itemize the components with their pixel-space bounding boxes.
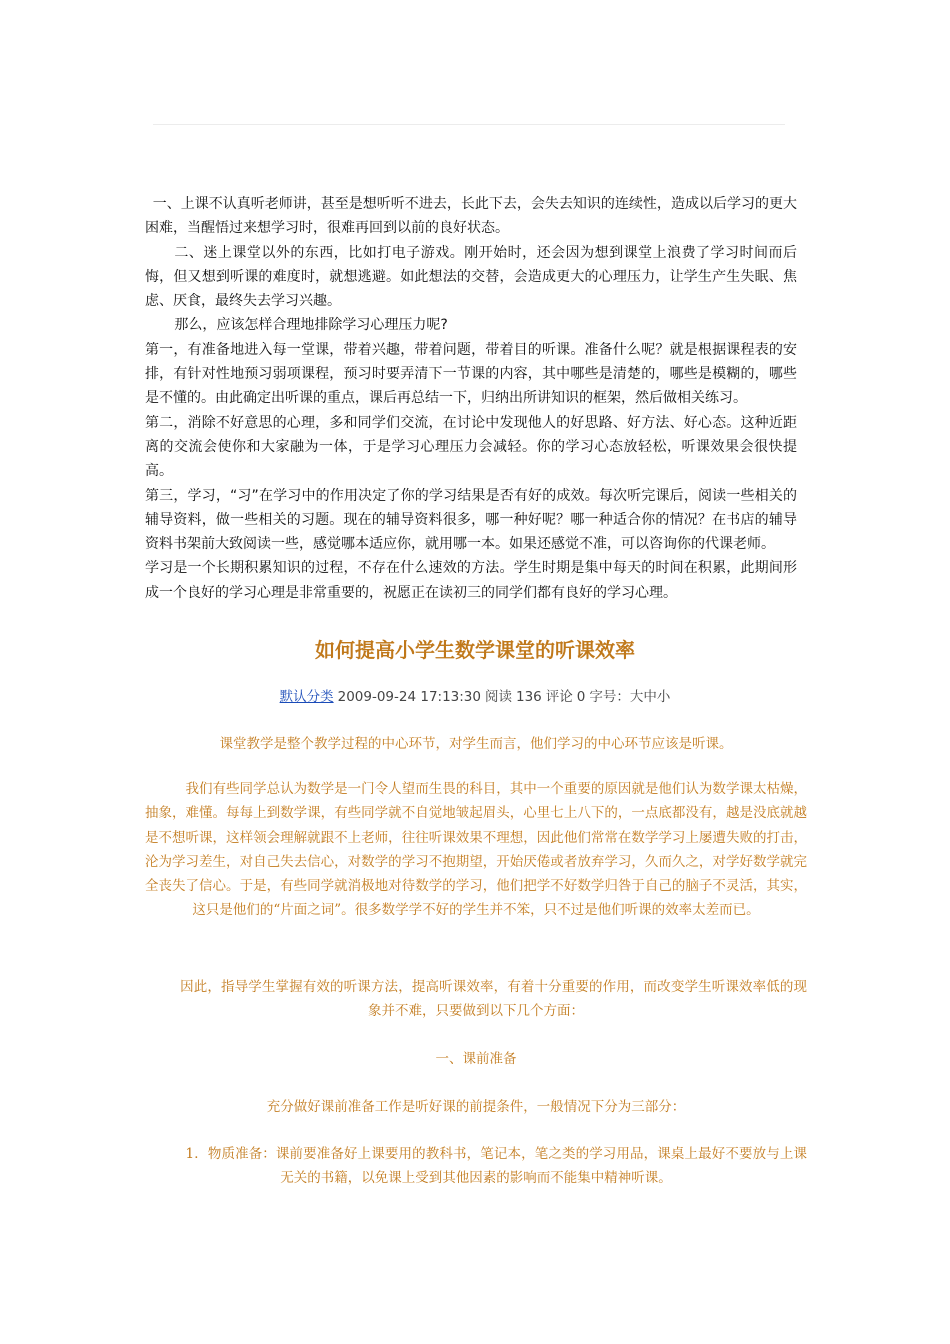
paragraph: 二、迷上课堂以外的东西，比如打电子游戏。刚开始时，还会因为想到课堂上浪费了学习时间而后悔，但又想到听课的难度时，就想逃避。如此想法的交替，会造成更大的心理压力，让学生产生失眠、焦虑、厌食，最终失去学习兴趣。 <box>145 244 797 310</box>
section-heading: 一、课前准备 <box>435 1051 517 1067</box>
font-size-selector[interactable]: 字号：大中小 <box>589 689 671 705</box>
paragraph: 学习是一个长期积累知识的过程，不存在什么速效的方法。学生时期是集中每天的时间在积累，此期间形成一个良好的学习心理是非常重要的，祝愿正在读初三的同学们都有良好的学习心理。 <box>145 560 797 601</box>
article-title: 如何提高小学生数学课堂的听课效率 <box>315 638 635 662</box>
category-link[interactable]: 默认分类 <box>279 689 334 705</box>
paragraph: 第二，消除不好意思的心理，多和同学们交流，在讨论中发现他人的好思路、好方法、好心态。这种近距离的交流会使你和大家融为一体，于是学习心理压力会减轻。你的学习心态放轻松，听课效果会很快提高。 <box>145 414 797 480</box>
paragraph: 那么，应该怎样合理地排除学习心理压力呢? <box>174 317 448 334</box>
article-paragraph: 1．物质准备：课前要准备好上课要用的教科书，笔记本，笔之类的学习用品，课桌上最好不要放与上课无关的书籍，以免课上受到其他因素的影响而不能集中精神听课。 <box>185 1146 807 1187</box>
article-paragraph: 充分做好课前准备工作是听好课的前提条件，一般情况下分为三部分： <box>266 1099 686 1115</box>
top-text-section <box>145 192 797 605</box>
comment-count: 0 <box>576 689 586 705</box>
article-paragraph: 因此，指导学生掌握有效的听课方法，提高听课效率，有着十分重要的作用，而改变学生听课效率低的现象并不难，只要做到以下几个方面： <box>180 979 807 1020</box>
read-count: 136 <box>516 689 542 705</box>
article-paragraph: 我们有些同学总认为数学是一门令人望而生畏的科目，其中一个重要的原因就是他们认为数学课太枯燥，抽象，难懂。每每上到数学课，有些同学就不自觉地皱起眉头，心里七上八下的，一点底都没有，越是没底就越是不想听课，这样领会理解就跟不上老师，往往听课效果不理想，因此他们常常在数学学习上屡遭失败的打击，沦为学习差生，对自己失去信心，对数学的学习不抱期望，开始厌倦或者放弃学习，久而久之，对学好数学就完全丧失了信心。于是，有些同学就消极地对待数学的学习，他们把学不好数学归咎于自己的脑子不灵活，其实，这只是他们的“片面之词”。很多数学学不好的学生并不笨，只不过是他们听课的效率太差而已。 <box>145 781 807 919</box>
paragraph: 一、上课不认真听老师讲，甚至是想听听不进去，长此下去，会失去知识的连续性，造成以后学习的更大困难，当醒悟过来想学习时，很难再回到以前的良好状态。 <box>145 196 797 237</box>
article-paragraph: 课堂教学是整个教学过程的中心环节，对学生而言，他们学习的中心环节应该是听课。 <box>219 736 733 752</box>
paragraph: 第三，学习，“习”在学习中的作用决定了你的学习结果是否有好的成效。每次听完课后，阅读一些相关的辅导资料，做一些相关的习题。现在的辅导资料很多，哪一种好呢？哪一种适合你的情况？在书店的辅导资料书架前大致阅读一些，感觉哪本适应你，就用哪一本。如果还感觉不准，可以咨询你的代课老师。 <box>145 487 797 553</box>
read-label: 阅读 <box>485 689 512 705</box>
header-divider <box>153 124 785 125</box>
post-datetime: 2009-09-24 17:13:30 <box>337 689 481 705</box>
comment-label: 评论 <box>545 689 573 705</box>
article-meta <box>145 685 805 705</box>
paragraph: 第一，有准备地进入每一堂课，带着兴趣，带着问题，带着目的听课。准备什么呢？就是根据课程表的安排，有针对性地预习弱项课程，预习时要弄清下一节课的内容，其中哪些是清楚的，哪些是模糊的，哪些是不懂的。由此确定出听课的重点，课后再总结一下，归纳出所讲知识的框架，然后做相关练习。 <box>145 341 797 407</box>
